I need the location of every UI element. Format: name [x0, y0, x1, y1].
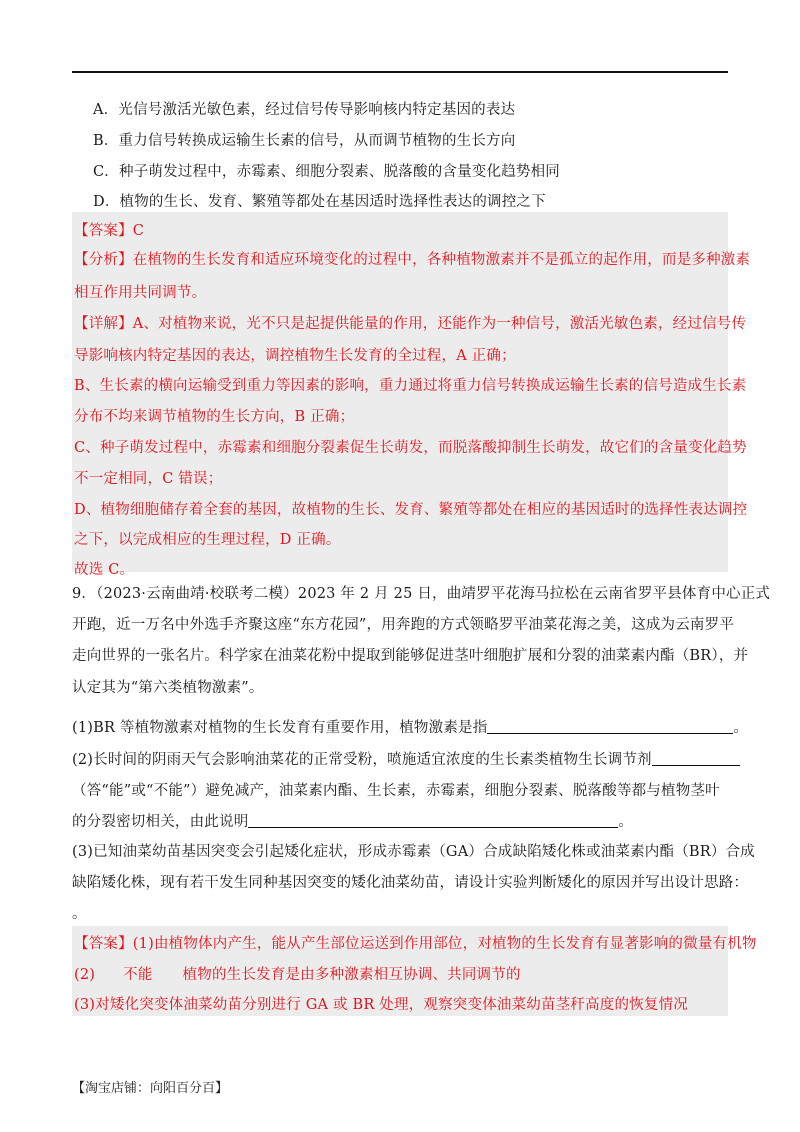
analysis-line-1: 【分析】在植物的生长发育和适应环境变化的过程中，各种植物激素并不是孤立的起作用，而是多种激素 [74, 252, 751, 268]
conclusion-line: 故选 C。 [74, 562, 135, 578]
q9-answer-line-3: (3)对矮化突变体油菜幼苗分别进行 GA 或 BR 处理，观察突变体油菜幼苗茎秆高度的恢复情况 [74, 997, 688, 1013]
answer-box-q9 [72, 926, 757, 1016]
q9-sub2-line-2: （答“能”或“不能”）避免减产，油菜素内酯、生长素，赤霉素，细胞分裂素、脱落酸等都与植物茎叶 [72, 783, 720, 799]
q9-answer-2a: 不能 [123, 967, 153, 983]
sub2-text-c: 的分裂密切相关，由此说明 [72, 814, 249, 830]
q9-sub2-line-3 [72, 810, 732, 831]
detail-line-3: B、生长素的横向运输受到重力等因素的影响，重力通过将重力信号转换成运输生长素的信号造成生长素 [74, 378, 747, 394]
detail-line-2: 导影响核内特定基因的表达，调控植物生长发育的全过程，A 正确； [74, 348, 516, 364]
answer-blank-2[interactable] [652, 752, 740, 766]
q9-answer-2b: 植物的生长发育是由多种激素相互协调、共同调节的 [182, 967, 521, 983]
option-a: A．光信号激活光敏色素，经过信号传导影响核内特定基因的表达 [93, 102, 516, 118]
header-rule [72, 71, 728, 73]
detail-line-6: 不一定相同，C 错误； [74, 471, 223, 487]
detail-line-8: 之下，以完成相应的生理过程，D 正确。 [74, 532, 341, 548]
option-d: D．植物的生长、发育、繁殖等都处在基因适时选择性表达的调控之下 [93, 194, 546, 210]
q9-sub2-line-1 [72, 748, 732, 769]
footer-shop: 【淘宝店铺：向阳百分百】 [72, 1081, 229, 1096]
q9-answer-line-1: 【答案】(1)由植物体内产生，能从产生部位运送到作用部位，对植物的生长发育有显著影响的微量有机物 [74, 936, 757, 952]
q9-stem-1: 9．（2023·云南曲靖·校联考二模）2023 年 2 月 25 日，曲靖罗平花海马拉松在云南省罗平县体育中心正式 [72, 586, 771, 602]
q9-sub1 [72, 716, 749, 737]
answer-blank-1[interactable] [487, 720, 733, 734]
detail-line-7: D、植物细胞储存着全套的基因，故植物的生长、发育、繁殖等都处在相应的基因适时的选择性表达调控 [74, 502, 748, 518]
detail-line-5: C、种子萌发过程中，赤霉素和细胞分裂素促生长萌发，而脱落酸抑制生长萌发，故它们的含量变化趋势 [74, 440, 747, 456]
q9-answer-num-2: (2) [74, 967, 96, 983]
option-c: C．种子萌发过程中，赤霉素、细胞分裂素、脱落酸的含量变化趋势相同 [93, 164, 560, 180]
q9-stem-2: 开跑，近一万名中外选手齐聚这座“东方花园”，用奔跑的方式领略罗平油菜花海之美，这成为云南罗平 [72, 617, 735, 633]
q9-sub3-end: 。 [72, 906, 87, 922]
q9-sub3-line-2: 缺陷矮化株，现有若干发生同种基因突变的矮化油菜幼苗，请设计实验判断矮化的原因并写出设计思路： [72, 875, 749, 891]
answer-line: 【答案】C [74, 223, 145, 239]
analysis-line-2: 相互作用共同调节。 [74, 285, 207, 301]
answer-blank-3[interactable] [248, 814, 618, 828]
q9-stem-3: 走向世界的一张名片。科学家在油菜花粉中提取到能够促进茎叶细胞扩展和分裂的油菜素内酯（BR），并 [72, 648, 749, 664]
sub2-text-a: (2)长时间的阴雨天气会影响油菜花的正常受粉，喷施适宜浓度的生长素类植物生长调节剂 [72, 752, 652, 768]
detail-line-4: 分布不均来调节植物的生长方向，B 正确； [74, 409, 355, 425]
answer-box-q8 [72, 212, 751, 578]
q9-sub3-line-1: (3)已知油菜幼苗基因突变会引起矮化症状，形成赤霉素（GA）合成缺陷矮化株或油菜素内酯（BR）合成 [72, 844, 755, 860]
sub1-end: 。 [733, 720, 749, 736]
q9-answer-line-2 [74, 963, 521, 984]
sub2-end: 。 [618, 814, 634, 830]
q9-stem-4: 认定其为“第六类植物激素”。 [72, 680, 264, 696]
detail-line-1: 【详解】A、对植物来说，光不只是起提供能量的作用，还能作为一种信号，激活光敏色素，经过信号传 [74, 316, 747, 332]
option-b: B．重力信号转换成运输生长素的信号，从而调节植物的生长方向 [93, 133, 516, 149]
sub1-text: (1)BR 等植物激素对植物的生长发育有重要作用，植物激素是指 [72, 720, 488, 736]
